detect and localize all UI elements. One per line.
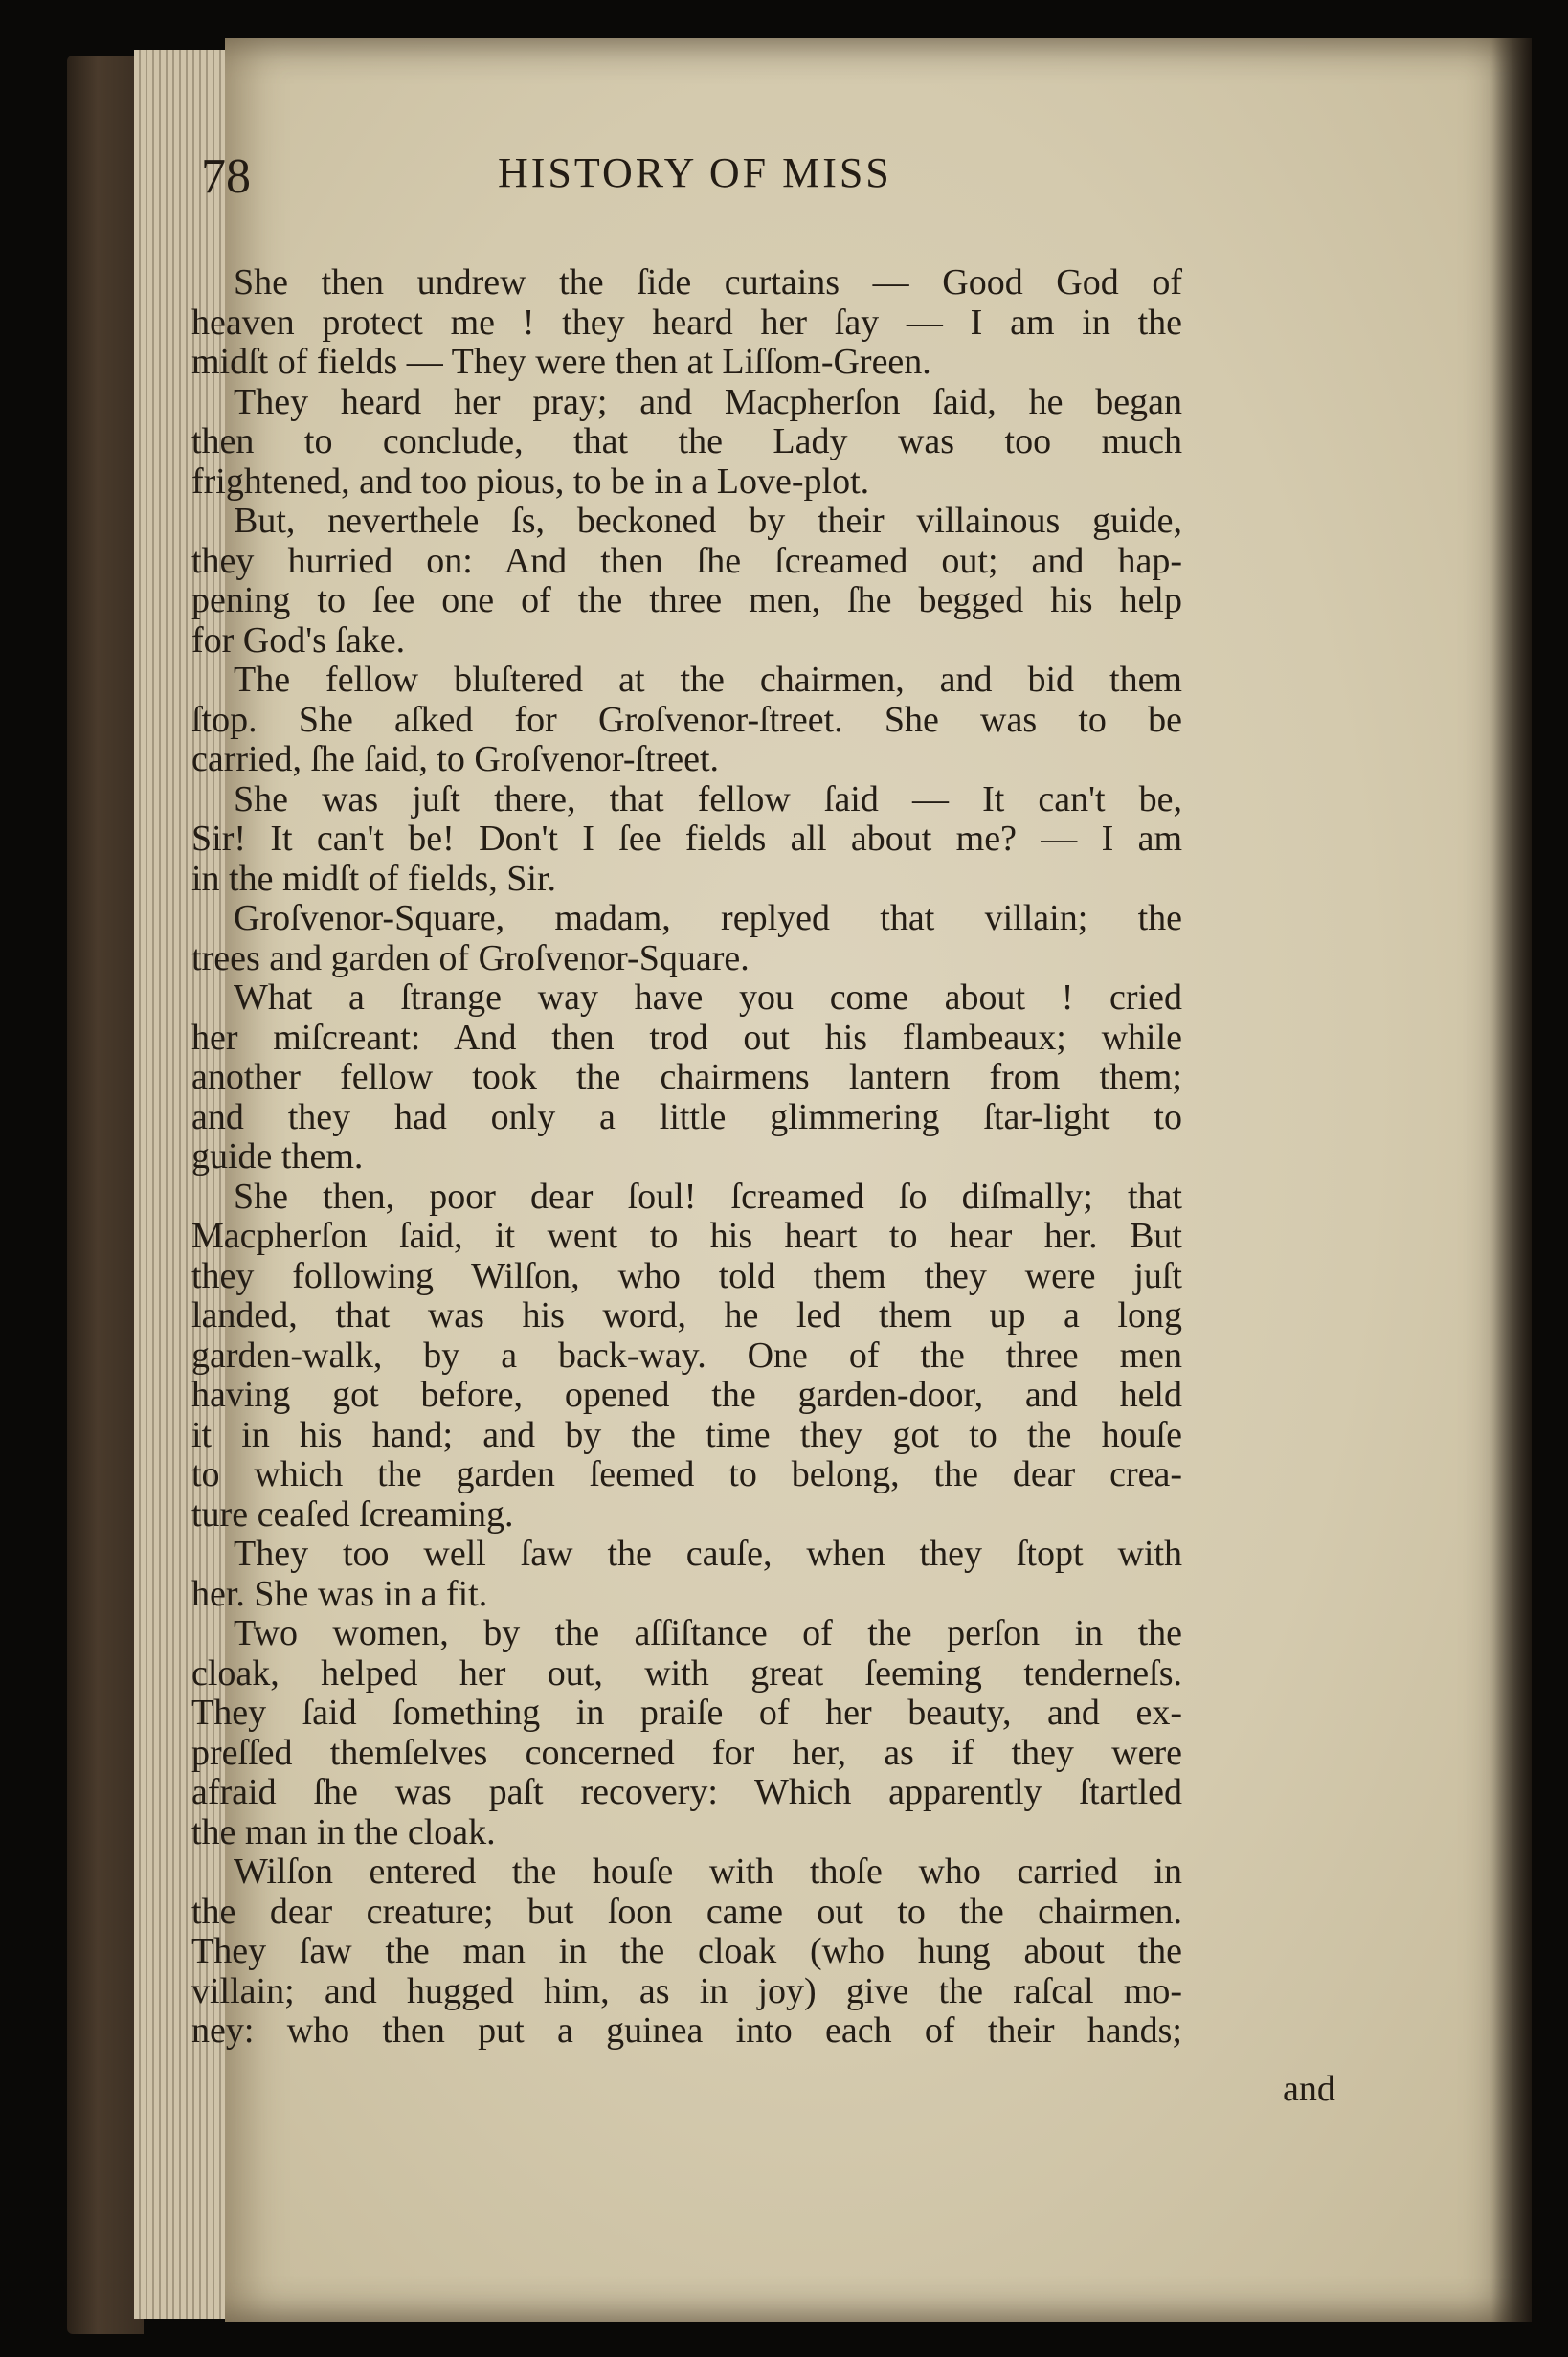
catchword: and xyxy=(1283,2069,1335,2109)
text-line: heaven protect me ! they heard her ſay — I am in the xyxy=(191,302,1182,343)
page-text xyxy=(191,263,1182,2052)
text-line: for God's ſake. xyxy=(191,619,406,661)
text-line: They ſaid ſomething in praiſe of her beauty, and ex- xyxy=(191,1693,1182,1733)
text-line: then to conclude, that the Lady was too much xyxy=(191,421,1182,461)
text-line: They heard her pray; and Macpherſon ſaid, he began xyxy=(234,381,1182,422)
text-line: cloak, helped her out, with great ſeeming tenderneſs. xyxy=(191,1652,1182,1694)
text-line: another fellow took the chairmens lantern from them; xyxy=(191,1057,1182,1097)
text-line: her miſcreant: And then trod out his flambeaux; while xyxy=(191,1017,1182,1058)
text-line: having got before, opened the garden-door, and held xyxy=(191,1375,1182,1415)
text-line: What a ſtrange way have you come about ! cried xyxy=(234,977,1182,1018)
text-line: She was juſt there, that fellow ſaid — It can't be, xyxy=(234,778,1182,819)
text-line: Wilſon entered the houſe with thoſe who carried in xyxy=(234,1852,1182,1892)
text-line: guide them. xyxy=(191,1136,364,1177)
text-line: She then undrew the ſide curtains — Good God of xyxy=(234,262,1182,303)
text-line: in the midſt of fields, Sir. xyxy=(191,858,557,899)
text-line: trees and garden of Groſvenor-Square. xyxy=(191,937,750,978)
text-line: frightened, and too pious, to be in a Love-plot. xyxy=(191,460,870,502)
text-line: The fellow bluſtered at the chairmen, and bid them xyxy=(234,660,1182,700)
text-line: the dear creature; but ſoon came out to the chairmen. xyxy=(191,1891,1182,1932)
text-line: landed, that was his word, he led them up a long xyxy=(191,1295,1182,1336)
text-line: the man in the cloak. xyxy=(191,1811,496,1852)
page-gutter xyxy=(1491,38,1532,2322)
page-header xyxy=(0,148,1568,225)
text-line: But, neverthele ſs, beckoned by their villainous guide, xyxy=(234,501,1182,541)
running-head: HISTORY OF MISS xyxy=(498,149,892,196)
text-line: Macpherſon ſaid, it went to his heart to hear her. But xyxy=(191,1216,1182,1256)
text-line: garden-walk, by a back-way. One of the three men xyxy=(191,1335,1182,1376)
text-line: carried, ſhe ſaid, to Groſvenor-ſtreet. xyxy=(191,739,720,779)
book-cover-board xyxy=(67,56,144,2334)
text-line: her. She was in a fit. xyxy=(191,1573,488,1614)
text-line: preſſed themſelves concerned for her, as if they were xyxy=(191,1732,1182,1773)
text-line: They too well ſaw the cauſe, when they ſtopt with xyxy=(234,1534,1182,1574)
text-line: and they had only a little glimmering ſtar-light to xyxy=(191,1096,1182,1137)
text-line: midſt of fields — They were then at Liſſom-Green. xyxy=(191,342,931,382)
text-line: Two women, by the aſſiſtance of the perſon in the xyxy=(234,1613,1182,1653)
text-line: afraid ſhe was paſt recovery: Which apparently ſtartled xyxy=(191,1772,1182,1812)
text-line: ney: who then put a guinea into each of their hands; xyxy=(191,2010,1182,2051)
text-line: ſtop. She aſked for Groſvenor-ſtreet. She was to be xyxy=(191,699,1182,740)
text-line: pening to ſee one of the three men, ſhe begged his help xyxy=(191,580,1182,620)
text-line: to which the garden ſeemed to belong, the dear crea- xyxy=(191,1454,1182,1494)
text-line: it in his hand; and by the time they got to the houſe xyxy=(191,1414,1182,1455)
text-line: She then, poor dear ſoul! ſcreamed ſo diſmally; that xyxy=(234,1176,1182,1217)
text-line: ture ceaſed ſcreaming. xyxy=(191,1493,514,1535)
text-line: They ſaw the man in the cloak (who hung about the xyxy=(191,1931,1182,1971)
text-line: they hurried on: And then ſhe ſcreamed out; and hap- xyxy=(191,540,1182,581)
page-number: 78 xyxy=(201,149,251,204)
text-line: Groſvenor-Square, madam, replyed that villain; the xyxy=(234,898,1182,938)
text-line: Sir! It can't be! Don't I ſee fields all about me? — I am xyxy=(191,819,1182,859)
text-line: they following Wilſon, who told them they were juſt xyxy=(191,1255,1182,1296)
text-line: villain; and hugged him, as in joy) give the raſcal mo- xyxy=(191,1970,1182,2011)
